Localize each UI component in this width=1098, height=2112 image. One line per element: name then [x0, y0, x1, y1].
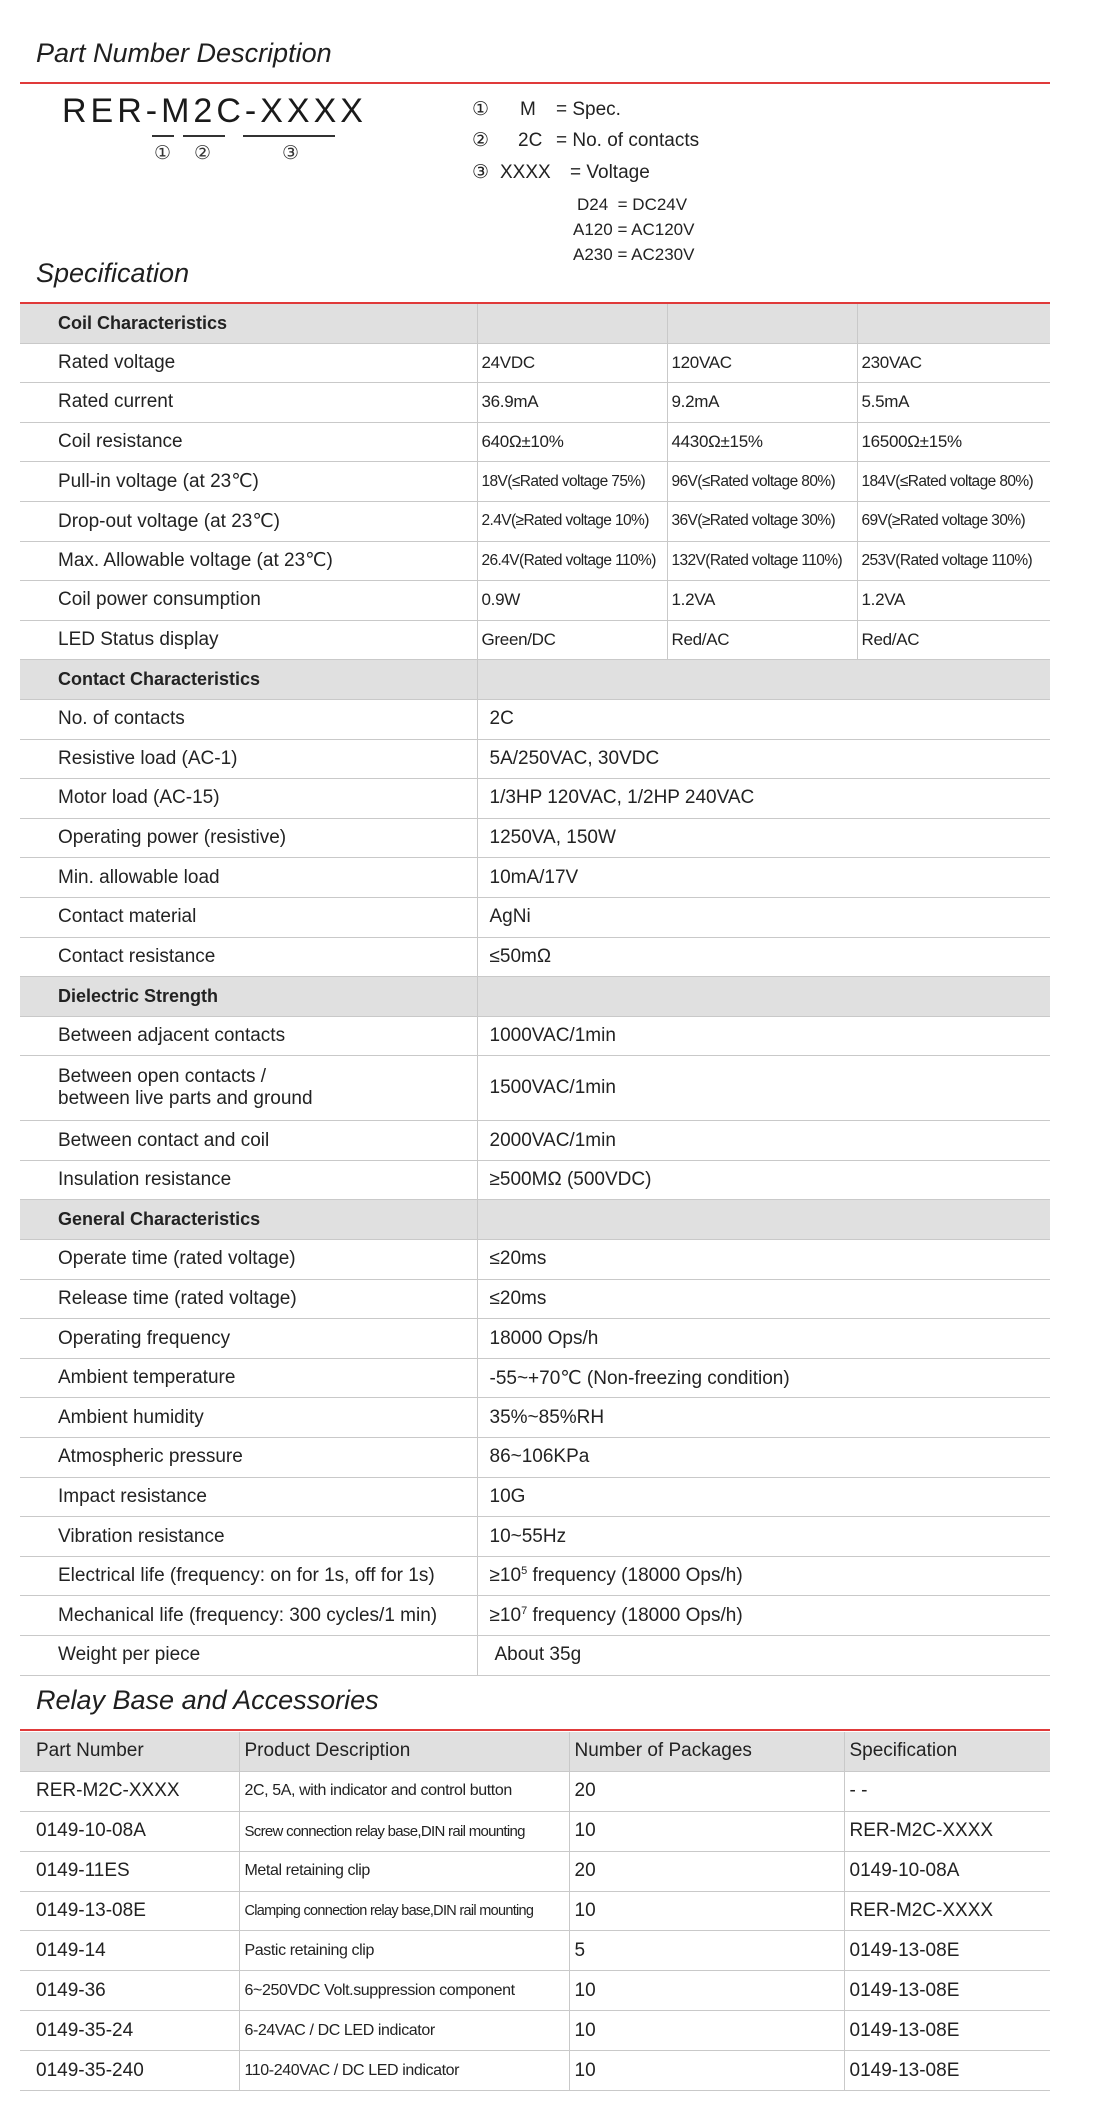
- voltage-code-a230: [573, 245, 694, 265]
- part-number-cell: 0149-10-08A: [20, 1811, 239, 1851]
- cell-value: ≥500MΩ (500VDC): [477, 1160, 1050, 1200]
- cell-value: Green/DC: [477, 620, 667, 660]
- accessories-table: [20, 1732, 1050, 2091]
- row-label: Insulation resistance: [20, 1160, 477, 1200]
- table-row: [20, 739, 1050, 779]
- row-label: Release time (rated voltage): [20, 1279, 477, 1319]
- voltage-code: D24: [577, 195, 609, 214]
- cell-value: 9.2mA: [667, 383, 857, 423]
- packages-cell: 20: [569, 1771, 844, 1811]
- spec-cell: - -: [844, 1771, 1050, 1811]
- table-row: [20, 1358, 1050, 1398]
- table-row: [20, 1016, 1050, 1056]
- cell-value: 18V(≤Rated voltage 75%): [477, 462, 667, 502]
- section-header-dielectric: [20, 977, 1050, 1017]
- row-label: Ambient humidity: [20, 1398, 477, 1438]
- legend-marker: ③: [472, 162, 490, 183]
- cell-value: $\ge 10^5$ frequency (18000 Ops/h): [477, 1556, 1050, 1596]
- section-header-label: Contact Characteristics: [20, 660, 477, 700]
- specification-table: [20, 304, 1050, 1676]
- table-row: [20, 779, 1050, 819]
- packages-cell: 20: [569, 1851, 844, 1891]
- part-number-code: RER-M2C-XXXX: [62, 92, 367, 130]
- legend-voltage: [472, 161, 650, 184]
- cell-value: $\ge 10^7$ frequency (18000 Ops/h): [477, 1596, 1050, 1636]
- cell-value: 1.2VA: [857, 581, 1050, 621]
- row-label: Coil power consumption: [20, 581, 477, 621]
- cell-value: 26.4V(Rated voltage 110%): [477, 541, 667, 581]
- spec-cell: 0149-13-08E: [844, 2011, 1050, 2051]
- row-label: No. of contacts: [20, 699, 477, 739]
- description-cell: Clamping connection relay base,DIN rail mounting: [239, 1891, 569, 1931]
- cell-value: 0.9W: [477, 581, 667, 621]
- table-row: [20, 2051, 1050, 2091]
- accent-rule: [20, 1729, 1050, 1731]
- row-label: [20, 1056, 477, 1121]
- row-label: Rated voltage: [20, 343, 477, 383]
- row-label-line-2: between live parts and ground: [58, 1088, 313, 1110]
- row-label: Between contact and coil: [20, 1121, 477, 1161]
- table-row: [20, 1160, 1050, 1200]
- row-label: Mechanical life (frequency: 300 cycles/1 min): [20, 1596, 477, 1636]
- table-row: [20, 1931, 1050, 1971]
- voltage-desc: = AC230V: [617, 245, 695, 264]
- legend-key: XXXX: [500, 162, 551, 183]
- part-number-cell: 0149-11ES: [20, 1851, 239, 1891]
- cell-value: -55~+70℃ (Non-freezing condition): [477, 1358, 1050, 1398]
- table-row: [20, 1851, 1050, 1891]
- packages-cell: 10: [569, 2011, 844, 2051]
- row-label: Coil resistance: [20, 422, 477, 462]
- legend-desc: = No. of contacts: [556, 130, 700, 151]
- table-row: [20, 422, 1050, 462]
- code-marker-1: ①: [154, 143, 172, 164]
- row-label: Ambient temperature: [20, 1358, 477, 1398]
- legend-key: M: [520, 99, 536, 120]
- cell-value: 1250VA, 150W: [477, 818, 1050, 858]
- cell-value: ≤50mΩ: [477, 937, 1050, 977]
- row-label: Resistive load (AC-1): [20, 739, 477, 779]
- row-label: Impact resistance: [20, 1477, 477, 1517]
- description-cell: 110-240VAC / DC LED indicator: [239, 2051, 569, 2091]
- packages-cell: 10: [569, 1971, 844, 2011]
- cell-value: 2000VAC/1min: [477, 1121, 1050, 1161]
- legend-marker: ①: [472, 99, 490, 120]
- section-header-label: General Characteristics: [20, 1200, 477, 1240]
- description-cell: Metal retaining clip: [239, 1851, 569, 1891]
- column-header: Specification: [844, 1732, 1050, 1771]
- cell-value: 2C: [477, 699, 1050, 739]
- accessories-title: Relay Base and Accessories: [36, 1685, 379, 1715]
- row-label-line-1: Between open contacts /: [58, 1066, 267, 1088]
- legend-desc: = Spec.: [556, 99, 621, 120]
- cell-value: 16500Ω±15%: [857, 422, 1050, 462]
- cell-value: Red/AC: [667, 620, 857, 660]
- packages-cell: 10: [569, 1891, 844, 1931]
- cell-value: 36V(≥Rated voltage 30%): [667, 501, 857, 541]
- description-cell: Pastic retaining clip: [239, 1931, 569, 1971]
- table-row: [20, 699, 1050, 739]
- row-label: Contact material: [20, 897, 477, 937]
- part-number-title: Part Number Description: [36, 38, 332, 68]
- table-row: [20, 1891, 1050, 1931]
- description-cell: Screw connection relay base,DIN rail mounting: [239, 1811, 569, 1851]
- table-row: [20, 858, 1050, 898]
- code-marker-2: ②: [194, 143, 212, 164]
- part-number-cell: 0149-13-08E: [20, 1891, 239, 1931]
- legend-spec: [472, 98, 621, 121]
- cell-value: 5.5mA: [857, 383, 1050, 423]
- table-row: [20, 1319, 1050, 1359]
- table-row: [20, 541, 1050, 581]
- section-header-label: Dielectric Strength: [20, 977, 477, 1017]
- accessories-header-row: [20, 1732, 1050, 1771]
- cell-value: 4430Ω±15%: [667, 422, 857, 462]
- row-label: LED Status display: [20, 620, 477, 660]
- legend-contacts: [472, 129, 699, 152]
- table-row: [20, 1056, 1050, 1121]
- cell-value: 86~106KPa: [477, 1438, 1050, 1478]
- cell-value: 1.2VA: [667, 581, 857, 621]
- part-number-cell: 0149-35-240: [20, 2051, 239, 2091]
- specification-title: Specification: [36, 258, 190, 288]
- row-label: Pull-in voltage (at 23℃): [20, 462, 477, 502]
- cell-value: 24VDC: [477, 343, 667, 383]
- voltage-desc: = DC24V: [617, 195, 688, 214]
- table-row: [20, 343, 1050, 383]
- row-label: Operate time (rated voltage): [20, 1240, 477, 1280]
- description-cell: 2C, 5A, with indicator and control button: [239, 1771, 569, 1811]
- table-row: [20, 818, 1050, 858]
- legend-key: 2C: [518, 130, 543, 151]
- accent-rule: [20, 82, 1050, 84]
- table-row: [20, 1596, 1050, 1636]
- table-row: [20, 2011, 1050, 2051]
- row-label: Motor load (AC-15): [20, 779, 477, 819]
- cell-value: 2.4V(≥Rated voltage 10%): [477, 501, 667, 541]
- cell-value: 1500VAC/1min: [477, 1056, 1050, 1121]
- table-row: [20, 937, 1050, 977]
- row-label: Contact resistance: [20, 937, 477, 977]
- table-row: [20, 383, 1050, 423]
- table-row: [20, 1240, 1050, 1280]
- cell-value: 35%~85%RH: [477, 1398, 1050, 1438]
- packages-cell: 10: [569, 1811, 844, 1851]
- column-header: Number of Packages: [569, 1732, 844, 1771]
- table-row: [20, 1279, 1050, 1319]
- code-underline-2: [183, 135, 225, 137]
- column-header: Product Description: [239, 1732, 569, 1771]
- cell-value: 1/3HP 120VAC, 1/2HP 240VAC: [477, 779, 1050, 819]
- cell-value: 253V(Rated voltage 110%): [857, 541, 1050, 581]
- row-label: Drop-out voltage (at 23℃): [20, 501, 477, 541]
- spec-cell: 0149-13-08E: [844, 1931, 1050, 1971]
- section-header-contact: [20, 660, 1050, 700]
- row-label: Operating frequency: [20, 1319, 477, 1359]
- column-header: Part Number: [20, 1732, 239, 1771]
- table-row: [20, 1971, 1050, 2011]
- table-row: [20, 1811, 1050, 1851]
- description-cell: 6-24VAC / DC LED indicator: [239, 2011, 569, 2051]
- packages-cell: 10: [569, 2051, 844, 2091]
- cell-value: ≤20ms: [477, 1279, 1050, 1319]
- cell-value: 10mA/17V: [477, 858, 1050, 898]
- table-row: [20, 1556, 1050, 1596]
- voltage-desc: = AC120V: [617, 220, 695, 239]
- part-number-cell: RER-M2C-XXXX: [20, 1771, 239, 1811]
- description-cell: 6~250VDC Volt.suppression component: [239, 1971, 569, 2011]
- cell-value: 10G: [477, 1477, 1050, 1517]
- table-row: [20, 462, 1050, 502]
- part-number-cell: 0149-35-24: [20, 2011, 239, 2051]
- cell-value: About 35g: [477, 1636, 1050, 1676]
- cell-value: 132V(Rated voltage 110%): [667, 541, 857, 581]
- table-row: [20, 501, 1050, 541]
- table-row: [20, 1517, 1050, 1557]
- part-number-cell: 0149-14: [20, 1931, 239, 1971]
- part-number-cell: 0149-36: [20, 1971, 239, 2011]
- cell-value: 36.9mA: [477, 383, 667, 423]
- cell-value: 120VAC: [667, 343, 857, 383]
- table-row: [20, 897, 1050, 937]
- cell-value: 1000VAC/1min: [477, 1016, 1050, 1056]
- row-label: Vibration resistance: [20, 1517, 477, 1557]
- table-row: [20, 1477, 1050, 1517]
- table-row: [20, 1438, 1050, 1478]
- row-label: Max. Allowable voltage (at 23℃): [20, 541, 477, 581]
- row-label: Operating power (resistive): [20, 818, 477, 858]
- cell-value: 230VAC: [857, 343, 1050, 383]
- cell-value: 18000 Ops/h: [477, 1319, 1050, 1359]
- cell-value: 10~55Hz: [477, 1517, 1050, 1557]
- voltage-code: A120: [573, 220, 613, 239]
- spec-cell: 0149-13-08E: [844, 1971, 1050, 2011]
- row-label: Rated current: [20, 383, 477, 423]
- spec-cell: RER-M2C-XXXX: [844, 1811, 1050, 1851]
- code-underline-3: [243, 135, 335, 137]
- spec-cell: 0149-10-08A: [844, 1851, 1050, 1891]
- voltage-code-a120: [573, 220, 694, 240]
- cell-value: Red/AC: [857, 620, 1050, 660]
- table-row: [20, 1398, 1050, 1438]
- legend-desc: = Voltage: [570, 162, 650, 183]
- code-underline-1: [152, 135, 174, 137]
- cell-value: ≤20ms: [477, 1240, 1050, 1280]
- section-header-label: Coil Characteristics: [20, 304, 477, 343]
- row-label: Between adjacent contacts: [20, 1016, 477, 1056]
- voltage-code-d24: [577, 195, 687, 215]
- spec-cell: RER-M2C-XXXX: [844, 1891, 1050, 1931]
- table-row: [20, 581, 1050, 621]
- section-header-general: [20, 1200, 1050, 1240]
- row-label: Min. allowable load: [20, 858, 477, 898]
- cell-value: 184V(≤Rated voltage 80%): [857, 462, 1050, 502]
- cell-value: 69V(≥Rated voltage 30%): [857, 501, 1050, 541]
- section-header-coil: [20, 304, 1050, 343]
- row-label: Electrical life (frequency: on for 1s, off for 1s): [20, 1556, 477, 1596]
- cell-value: 640Ω±10%: [477, 422, 667, 462]
- code-marker-3: ③: [282, 143, 300, 164]
- legend-marker: ②: [472, 130, 490, 151]
- row-label: Weight per piece: [20, 1636, 477, 1676]
- cell-value: 5A/250VAC, 30VDC: [477, 739, 1050, 779]
- cell-value: 96V(≤Rated voltage 80%): [667, 462, 857, 502]
- spec-cell: 0149-13-08E: [844, 2051, 1050, 2091]
- cell-value: AgNi: [477, 897, 1050, 937]
- table-row: [20, 1771, 1050, 1811]
- packages-cell: 5: [569, 1931, 844, 1971]
- table-row: [20, 1636, 1050, 1676]
- voltage-code: A230: [573, 245, 613, 264]
- table-row: [20, 620, 1050, 660]
- table-row: [20, 1121, 1050, 1161]
- row-label: Atmospheric pressure: [20, 1438, 477, 1478]
